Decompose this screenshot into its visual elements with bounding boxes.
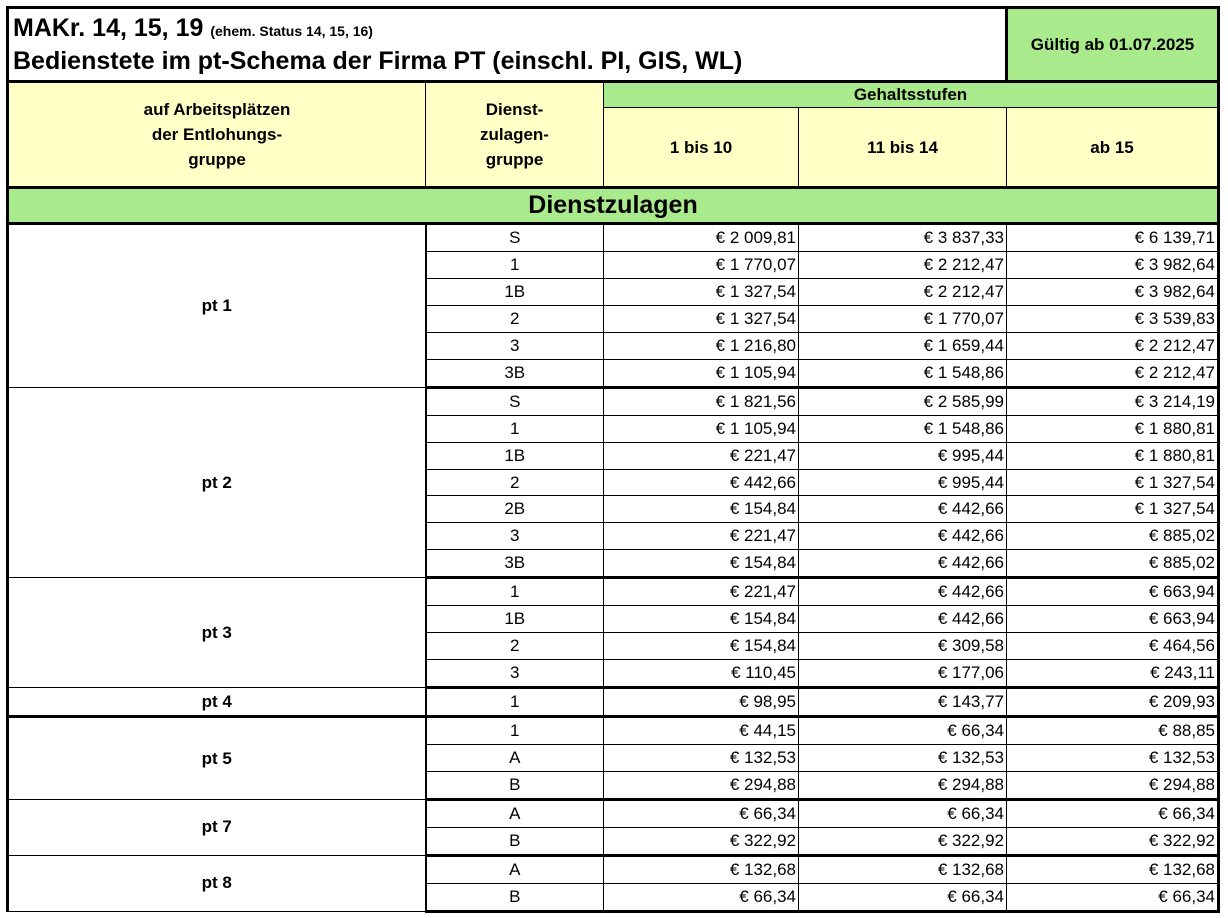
amount-step-1-10: € 66,34 [604, 883, 799, 911]
amount-step-15: € 464,56 [1007, 633, 1219, 660]
allowance-group-code: 2 [426, 305, 604, 332]
group-header-line2: der Entlohungs- [151, 125, 283, 144]
title-line [13, 13, 1001, 46]
amount-step-11-14: € 1 659,44 [799, 332, 1007, 359]
amount-step-1-10: € 66,34 [604, 800, 799, 828]
allowance-group-code: 3B [426, 359, 604, 387]
table-row [8, 224, 1219, 252]
allowance-group-code: S [426, 224, 604, 252]
allowance-group-code: 2 [426, 633, 604, 660]
amount-step-11-14: € 1 548,86 [799, 415, 1007, 442]
amount-step-15: € 2 212,47 [1007, 332, 1219, 359]
amount-step-11-14: € 2 585,99 [799, 387, 1007, 415]
amount-step-11-14: € 177,06 [799, 660, 1007, 688]
amount-step-15: € 3 982,64 [1007, 251, 1219, 278]
subtitle: Bedienstete im pt-Schema der Firma PT (einschl. PI, GIS, WL) [13, 47, 743, 75]
pay-group-label: pt 8 [8, 855, 426, 911]
amount-step-1-10: € 154,84 [604, 606, 799, 633]
amount-step-11-14: € 442,66 [799, 523, 1007, 550]
table-row [8, 800, 1219, 828]
amount-step-15: € 132,53 [1007, 745, 1219, 772]
amount-step-1-10: € 2 009,81 [604, 224, 799, 252]
allowance-group-code: B [426, 883, 604, 911]
amount-step-11-14: € 1 548,86 [799, 359, 1007, 387]
code-header-line3: gruppe [485, 150, 544, 169]
pay-group-label: pt 5 [8, 717, 426, 800]
pay-group-label: pt 7 [8, 800, 426, 856]
amount-step-1-10: € 1 327,54 [604, 278, 799, 305]
amount-step-11-14: € 3 837,33 [799, 224, 1007, 252]
allowance-group-code: 3 [426, 332, 604, 359]
amount-step-11-14: € 2 212,47 [799, 278, 1007, 305]
amount-step-1-10: € 442,66 [604, 469, 799, 496]
amount-step-15: € 6 139,71 [1007, 224, 1219, 252]
amount-step-1-10: € 154,84 [604, 496, 799, 523]
amount-step-11-14: € 2 212,47 [799, 251, 1007, 278]
amount-step-15: € 663,94 [1007, 606, 1219, 633]
amount-step-11-14: € 322,92 [799, 827, 1007, 855]
allowance-group-code: 1 [426, 578, 604, 606]
amount-step-15: € 209,93 [1007, 688, 1219, 717]
salary-table [6, 6, 1220, 913]
amount-step-1-10: € 98,95 [604, 688, 799, 717]
allowance-group-code: 1 [426, 251, 604, 278]
allowance-group-code: 1 [426, 717, 604, 745]
allowance-group-code: 1B [426, 442, 604, 469]
amount-step-15: € 243,11 [1007, 660, 1219, 688]
allowance-group-code: 3B [426, 550, 604, 578]
amount-step-1-10: € 154,84 [604, 550, 799, 578]
amount-step-11-14: € 294,88 [799, 772, 1007, 800]
amount-step-11-14: € 442,66 [799, 606, 1007, 633]
code-column-header [426, 82, 604, 188]
allowance-group-code: 1B [426, 606, 604, 633]
amount-step-1-10: € 154,84 [604, 633, 799, 660]
allowance-group-code: B [426, 827, 604, 855]
table-body [8, 224, 1219, 912]
table-row [8, 387, 1219, 415]
amount-step-15: € 294,88 [1007, 772, 1219, 800]
allowance-group-code: 1 [426, 415, 604, 442]
amount-step-1-10: € 1 216,80 [604, 332, 799, 359]
amount-step-15: € 885,02 [1007, 523, 1219, 550]
amount-step-11-14: € 1 770,07 [799, 305, 1007, 332]
amount-step-15: € 132,68 [1007, 855, 1219, 883]
amount-step-11-14: € 143,77 [799, 688, 1007, 717]
code-header-line2: zulagen- [480, 125, 549, 144]
amount-step-11-14: € 132,68 [799, 855, 1007, 883]
allowance-group-code: A [426, 800, 604, 828]
amount-step-15: € 66,34 [1007, 800, 1219, 828]
step-header-2: 11 bis 14 [799, 108, 1007, 188]
allowance-group-code: 2 [426, 469, 604, 496]
allowance-group-code: 2B [426, 496, 604, 523]
amount-step-15: € 1 880,81 [1007, 442, 1219, 469]
table-row [8, 578, 1219, 606]
amount-step-15: € 1 327,54 [1007, 469, 1219, 496]
amount-step-11-14: € 995,44 [799, 469, 1007, 496]
amount-step-1-10: € 1 821,56 [604, 387, 799, 415]
amount-step-1-10: € 132,68 [604, 855, 799, 883]
salary-steps-header: Gehaltsstufen [604, 82, 1219, 108]
title-main: MAKr. 14, 15, 19 [13, 14, 204, 42]
amount-step-1-10: € 1 770,07 [604, 251, 799, 278]
allowance-group-code: A [426, 745, 604, 772]
amount-step-1-10: € 221,47 [604, 523, 799, 550]
amount-step-15: € 3 539,83 [1007, 305, 1219, 332]
amount-step-15: € 322,92 [1007, 827, 1219, 855]
amount-step-11-14: € 66,34 [799, 883, 1007, 911]
title-note: (ehem. Status 14, 15, 16) [210, 23, 373, 39]
amount-step-1-10: € 1 105,94 [604, 359, 799, 387]
amount-step-1-10: € 1 327,54 [604, 305, 799, 332]
amount-step-1-10: € 110,45 [604, 660, 799, 688]
amount-step-15: € 1 327,54 [1007, 496, 1219, 523]
section-title: Dienstzulagen [8, 188, 1219, 224]
allowance-group-code: 3 [426, 660, 604, 688]
amount-step-11-14: € 442,66 [799, 578, 1007, 606]
amount-step-15: € 885,02 [1007, 550, 1219, 578]
amount-step-11-14: € 66,34 [799, 717, 1007, 745]
pay-group-label: pt 1 [8, 224, 426, 388]
amount-step-1-10: € 44,15 [604, 717, 799, 745]
amount-step-11-14: € 132,53 [799, 745, 1007, 772]
allowance-group-code: S [426, 387, 604, 415]
amount-step-11-14: € 442,66 [799, 550, 1007, 578]
allowance-group-code: 1B [426, 278, 604, 305]
group-header-line3: gruppe [188, 150, 246, 169]
amount-step-15: € 3 982,64 [1007, 278, 1219, 305]
amount-step-11-14: € 442,66 [799, 496, 1007, 523]
amount-step-1-10: € 1 105,94 [604, 415, 799, 442]
allowance-group-code: 3 [426, 523, 604, 550]
allowance-group-code: A [426, 855, 604, 883]
amount-step-1-10: € 221,47 [604, 578, 799, 606]
group-column-header [8, 82, 426, 188]
amount-step-11-14: € 309,58 [799, 633, 1007, 660]
code-header-line1: Dienst- [485, 100, 544, 119]
amount-step-15: € 1 880,81 [1007, 415, 1219, 442]
amount-step-1-10: € 322,92 [604, 827, 799, 855]
amount-step-15: € 3 214,19 [1007, 387, 1219, 415]
amount-step-11-14: € 66,34 [799, 800, 1007, 828]
title-block [8, 8, 1007, 82]
allowance-group-code: B [426, 772, 604, 800]
amount-step-15: € 663,94 [1007, 578, 1219, 606]
amount-step-15: € 66,34 [1007, 883, 1219, 911]
step-header-1: 1 bis 10 [604, 108, 799, 188]
step-header-3: ab 15 [1007, 108, 1219, 188]
valid-from-badge: Gültig ab 01.07.2025 [1007, 8, 1219, 82]
table-row [8, 855, 1219, 883]
table-row [8, 688, 1219, 717]
pay-group-label: pt 3 [8, 578, 426, 688]
amount-step-1-10: € 221,47 [604, 442, 799, 469]
amount-step-15: € 2 212,47 [1007, 359, 1219, 387]
group-header-line1: auf Arbeitsplätzen [143, 100, 291, 119]
amount-step-15: € 88,85 [1007, 717, 1219, 745]
amount-step-1-10: € 132,53 [604, 745, 799, 772]
table-row [8, 717, 1219, 745]
pay-group-label: pt 4 [8, 688, 426, 717]
allowance-group-code: 1 [426, 688, 604, 717]
amount-step-11-14: € 995,44 [799, 442, 1007, 469]
amount-step-1-10: € 294,88 [604, 772, 799, 800]
pay-group-label: pt 2 [8, 387, 426, 578]
